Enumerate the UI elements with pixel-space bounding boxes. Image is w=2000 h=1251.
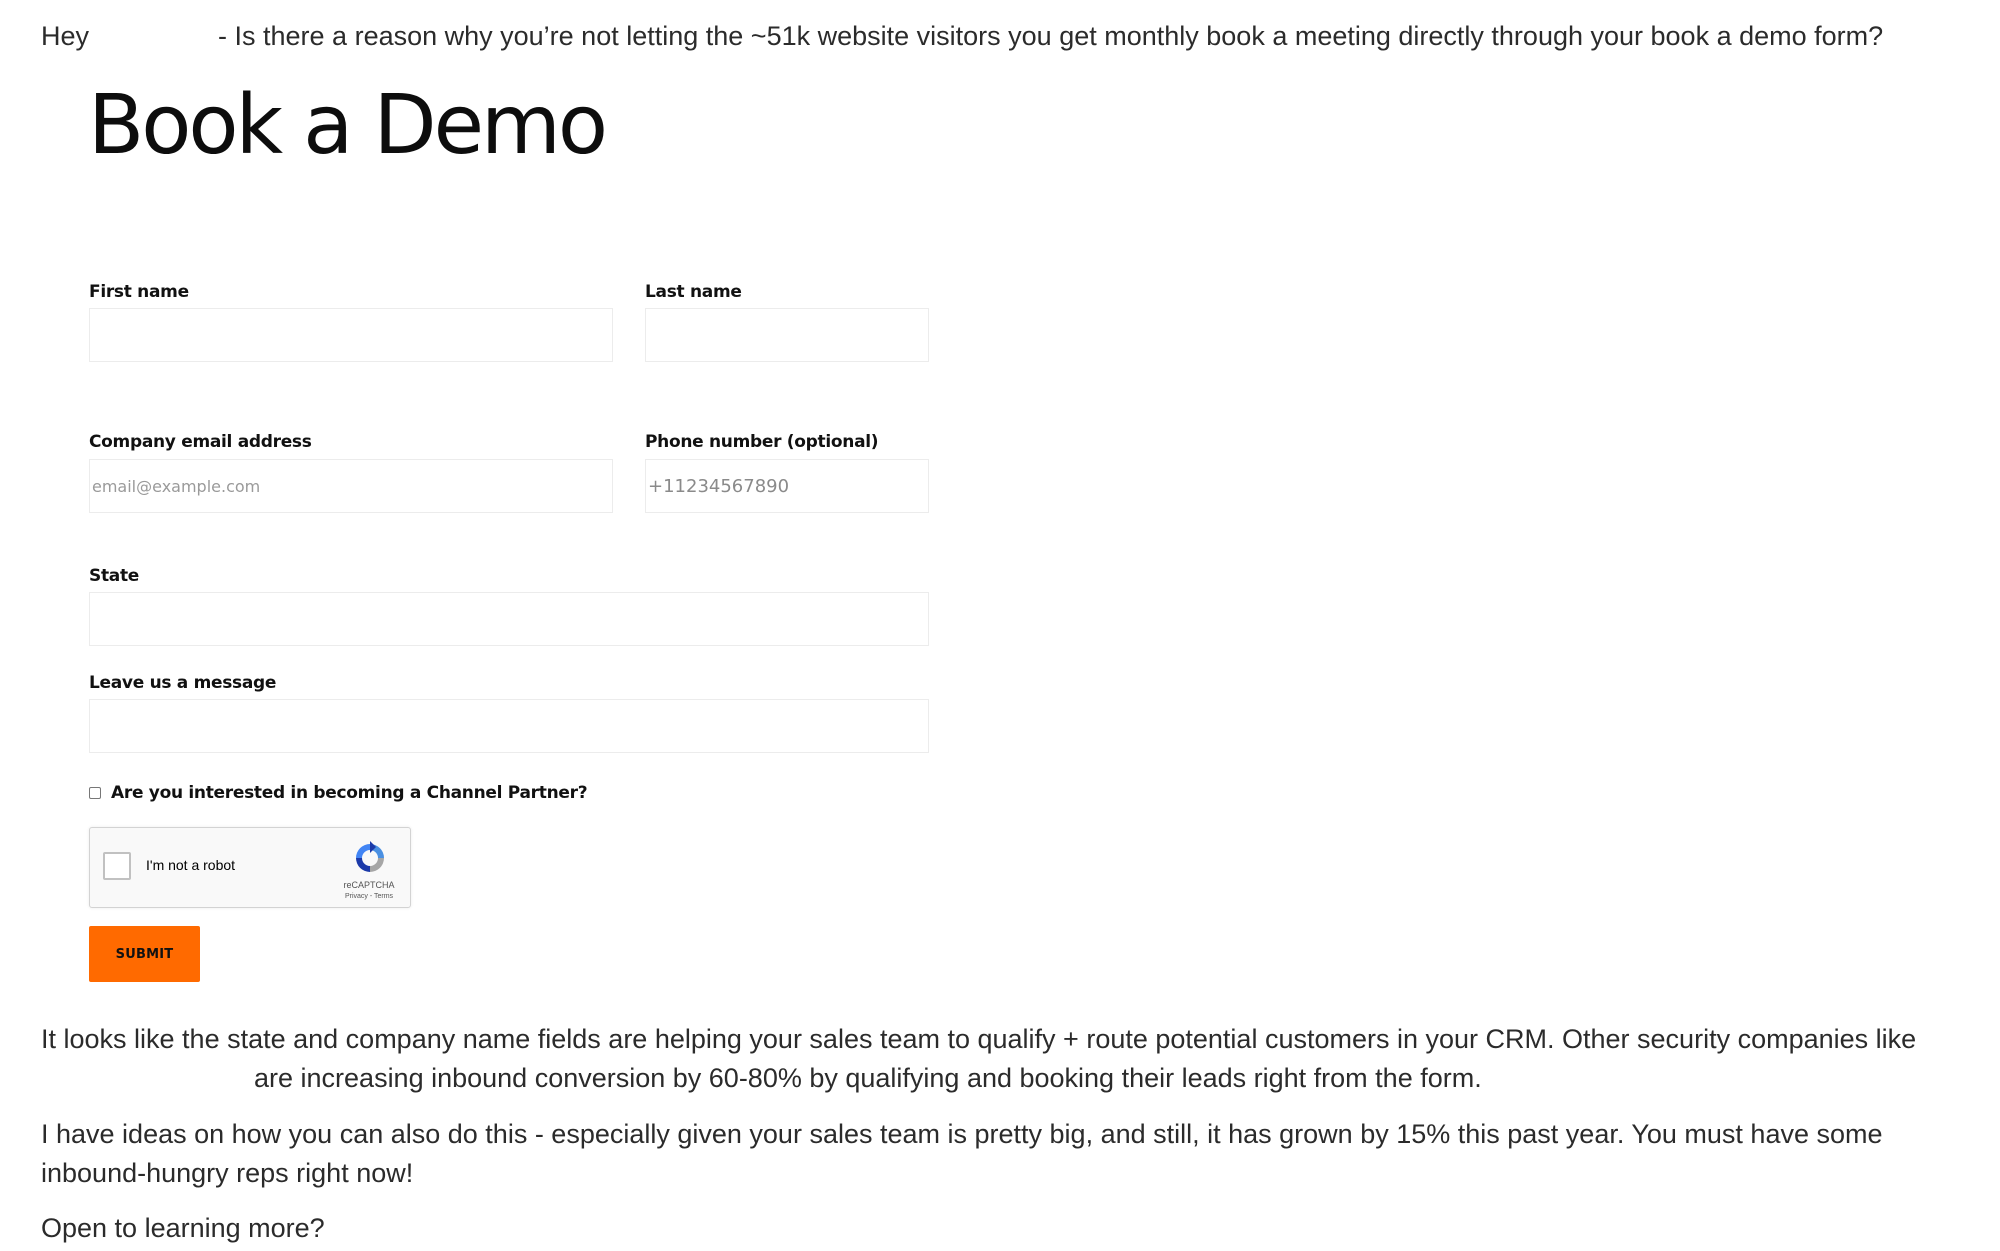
channel-partner-row [89,783,587,803]
channel-partner-label: Are you interested in becoming a Channel Partner? [111,783,588,803]
recaptcha-brand: reCAPTCHA [343,880,395,890]
state-input[interactable] [89,592,929,646]
recaptcha-logo-icon [352,840,388,876]
channel-partner-checkbox[interactable] [89,787,101,799]
email-paragraph-2: I have ideas on how you can also do this - especially given your sales team is pretty big, and still, it has grown by 15% this past year. You must have some inbound-hungry reps right now! [41,1119,1883,1188]
email-label: Company email address [89,432,312,452]
first-name-input[interactable] [89,308,613,362]
email-input[interactable] [89,459,613,513]
phone-input[interactable] [645,459,929,513]
message-label: Leave us a message [89,673,277,693]
recaptcha-privacy-terms-links[interactable]: Privacy - Terms [344,893,394,900]
email-paragraph-1-line-2: are increasing inbound conversion by 60-80% by qualifying and booking their leads right from the form. [254,1063,1482,1093]
first-name-label: First name [89,282,189,302]
recaptcha-checkbox[interactable] [103,852,131,880]
recaptcha-label: I'm not a robot [146,857,236,873]
message-input[interactable] [89,699,929,753]
form-title: Book a Demo [88,78,606,173]
submit-button[interactable]: SUBMIT [89,926,200,982]
last-name-label: Last name [645,282,742,302]
last-name-input[interactable] [645,308,929,362]
email-greeting: Hey [41,21,90,51]
state-label: State [89,566,139,586]
phone-label: Phone number (optional) [645,432,879,452]
email-paragraph-1-line-1: It looks like the state and company name fields are helping your sales team to qualify + route potential customers in your CRM. Other security companies like [41,1024,1917,1054]
email-closing-question: Open to learning more? [41,1213,325,1243]
email-intro: - Is there a reason why you’re not letting the ~51k website visitors you get monthly book a meeting directly through your book a demo form? [218,21,1884,51]
recaptcha-widget [89,827,411,908]
email-paragraph-1 [41,1020,1961,1098]
